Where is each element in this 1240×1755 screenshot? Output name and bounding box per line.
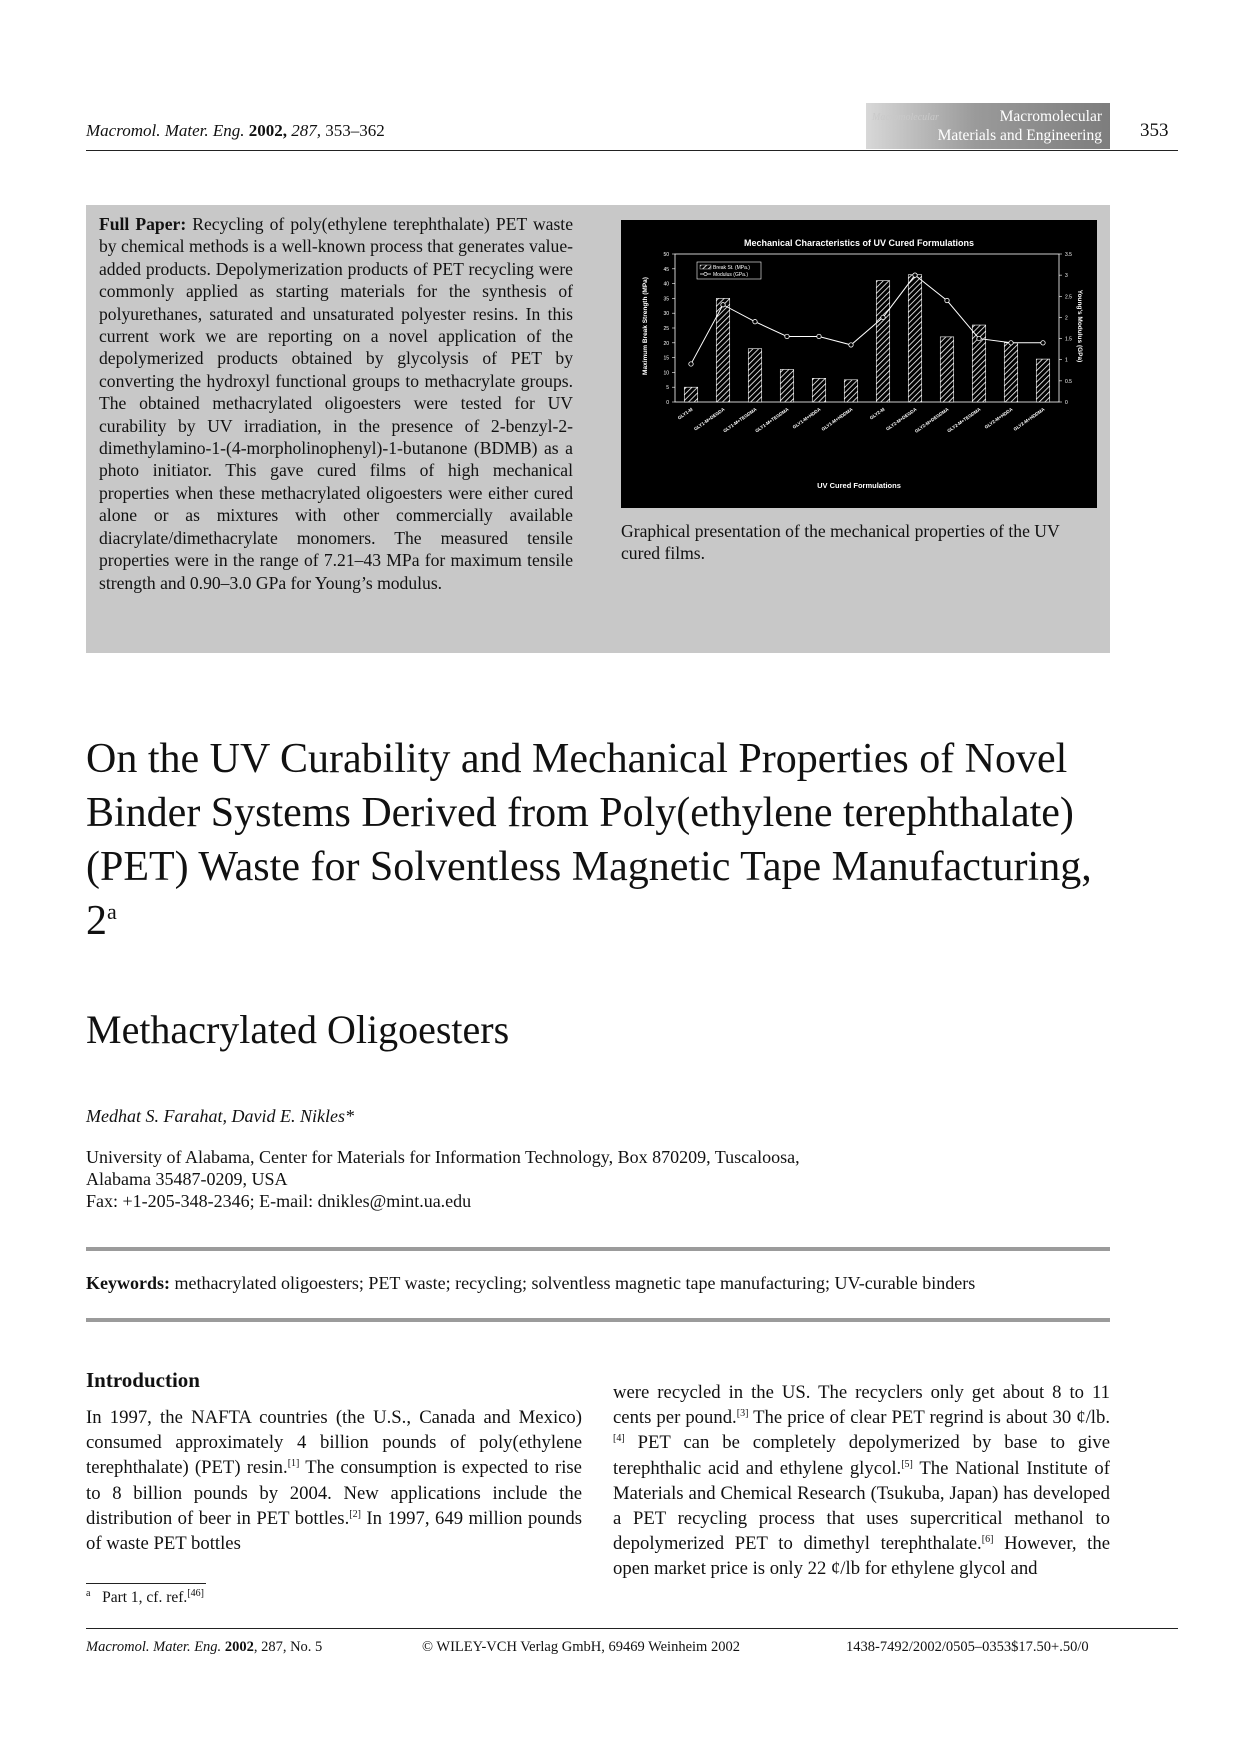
x-tick-label-5: GLY1-M+HDDMA <box>820 406 854 432</box>
keywords-text: methacrylated oligoesters; PET waste; recycling; solventless magnetic tape manufacturing; UV-curable binders <box>174 1273 976 1293</box>
journal-pages: 353–362 <box>325 121 385 140</box>
intro-text-4: were recycled in the US. The recyclers only get about 8 to 11 cents per pound. <box>613 1382 1110 1429</box>
x-tick-label-4: GLY1-M+HDDA <box>791 406 822 430</box>
journal-abbrev: Macromol. Mater. Eng. <box>86 121 245 140</box>
y-tick-label-2: 10 <box>663 370 669 377</box>
modulus-point-6 <box>881 315 885 319</box>
x-tick-label-7: GLY2-M+DEGDA <box>885 406 918 432</box>
footer-divider <box>86 1628 1178 1629</box>
x-tick-label-6: GLY2-M <box>868 406 886 421</box>
bar-break-strength-0 <box>684 387 697 402</box>
journal-volume: 287, <box>291 121 321 140</box>
abstract <box>99 213 573 594</box>
modulus-point-3 <box>785 334 789 338</box>
authors: Medhat S. Farahat, David E. Nikles* <box>86 1106 354 1126</box>
y-tick-label-6: 30 <box>663 311 669 318</box>
footnote-rule <box>86 1583 206 1584</box>
y2-tick-label-2: 1 <box>1065 357 1068 364</box>
footnote-citation: [46] <box>187 1587 204 1599</box>
modulus-point-11 <box>1041 341 1045 345</box>
chart-xlabel: UV Cured Formulations <box>817 481 901 490</box>
y2-tick-label-7: 3.5 <box>1065 252 1072 258</box>
bar-break-strength-6 <box>876 281 889 402</box>
running-head <box>86 121 385 141</box>
legend-swatch-break-strength <box>700 265 711 269</box>
header-divider <box>86 150 1178 151</box>
title-footnote-mark: a <box>107 899 117 924</box>
bar-break-strength-3 <box>780 369 793 402</box>
y2-tick-label-0: 0 <box>1065 400 1068 406</box>
x-tick-label-11: GLY2-M+HDDMA <box>1012 406 1046 432</box>
article-title <box>86 732 1116 948</box>
affiliation-line-3: Fax: +1-205-348-2346; E-mail: dnikles@mint.ua.edu <box>86 1191 472 1211</box>
legend-label-modulus: Modulus (GPa.) <box>713 272 749 278</box>
y-tick-label-10: 50 <box>663 252 669 258</box>
section-heading-introduction: Introduction <box>86 1368 200 1392</box>
y-tick-label-9: 45 <box>663 266 669 273</box>
keywords-rule-top <box>86 1247 1110 1251</box>
bar-break-strength-4 <box>812 378 825 402</box>
modulus-point-5 <box>849 343 853 347</box>
intro-text-5: The price of clear PET regrind is about 30 ¢/lb. <box>753 1407 1110 1429</box>
modulus-line <box>691 275 1043 364</box>
page-number: 353 <box>1140 120 1169 141</box>
logo-ghost-text: Macromolecular <box>872 112 939 123</box>
chart-title: Mechanical Characteristics of UV Cured Formulations <box>743 238 975 248</box>
bar-break-strength-2 <box>748 349 761 402</box>
modulus-point-0 <box>689 362 693 366</box>
y-tick-label-0: 0 <box>666 400 669 406</box>
y2-tick-label-4: 2 <box>1065 315 1068 322</box>
footnote-text: Part 1, cf. ref. <box>102 1589 188 1606</box>
affiliation-line-1: University of Alabama, Center for Materials for Information Technology, Box 870209, Tuscaloosa, <box>86 1147 800 1167</box>
x-tick-label-2: GLY1-M+TEGDMA <box>722 406 758 434</box>
bar-break-strength-10 <box>1004 343 1017 402</box>
logo-line-2: Materials and Engineering <box>937 127 1102 144</box>
citation-5: [5] <box>901 1458 913 1470</box>
keywords-label: Keywords: <box>86 1273 170 1293</box>
citation-1: [1] <box>287 1458 300 1470</box>
affiliation <box>86 1146 800 1212</box>
y2-tick-label-3: 1.5 <box>1065 336 1072 343</box>
body-column-right <box>613 1380 1110 1582</box>
y-tick-label-8: 40 <box>663 281 669 288</box>
logo-line-1: Macromolecular <box>999 108 1102 125</box>
modulus-point-8 <box>945 298 949 302</box>
bar-break-strength-5 <box>844 380 857 402</box>
footnote <box>86 1589 204 1607</box>
bar-break-strength-7 <box>908 275 921 402</box>
y2-tick-label-6: 3 <box>1065 273 1068 280</box>
keywords <box>86 1273 1146 1294</box>
footer-year: 2002 <box>224 1639 254 1655</box>
abstract-label: Full Paper: <box>99 214 187 234</box>
y-tick-label-5: 25 <box>663 326 669 332</box>
x-tick-label-0: GLY1-M <box>676 406 694 421</box>
abstract-body: Recycling of poly(ethylene terephthalate) PET waste by chemical methods is a well-known process that generates value-added products. Depolymerization products of PET recycling were commonly applied as starting materials for the synthesis of polyurethanes, saturated and unsaturated polyester resins. In this current work we are reporting on a novel application of the depolymerized products obtained by glycolysis of PET by converting the hydroxyl functional groups to methacrylate groups. The obtained methacrylated oligoesters were tested for UV curability by UV irradiation, in the presence of 2-benzyl-2-dimethylamino-1-(4-morpholinophenyl)-1-butanone (BDMB) as a photo initiator. This gave cured films of high mechanical properties when these methacrylated oligoesters were either cured alone or as mixtures with other commercially available diacrylate/dimethacrylate monomers. The measured tensile properties were in the range of 7.21–43 MPa for maximum tensile strength and 0.90–3.0 GPa for Young’s modulus. <box>99 214 573 593</box>
modulus-point-9 <box>977 336 981 340</box>
y2-tick-label-5: 2.5 <box>1065 294 1072 301</box>
y2-tick-label-1: 0.5 <box>1065 378 1072 385</box>
chart-legend <box>697 262 761 279</box>
x-tick-label-10: GLY2-M+HDDA <box>983 406 1014 430</box>
intro-text-3: In 1997, 649 million pounds of waste PET bottles <box>86 1507 582 1555</box>
intro-text-7: The National Institute of Materials and Chemical Research (Tsukuba, Japan) has developed a PET recycling process that uses supercritical methanol to depolymerized PET to dimethyl terephthalate. <box>613 1457 1110 1555</box>
footer-journal: Macromol. Mater. Eng. <box>86 1639 222 1655</box>
affiliation-line-2: Alabama 35487-0209, USA <box>86 1169 288 1189</box>
y-tick-label-7: 35 <box>663 296 669 303</box>
x-tick-label-9: GLY2-M+TEGDMA <box>946 406 982 434</box>
intro-text-1: In 1997, the NAFTA countries (the U.S., Canada and Mexico) consumed approximately 4 billion pounds of poly(ethylene terephthalate) (PET) resin. <box>86 1407 582 1479</box>
footer-issn: 1438-7492/2002/0505–0353$17.50+.50/0 <box>846 1639 1089 1655</box>
modulus-point-7 <box>913 273 917 277</box>
footer-volume: , 287, No. 5 <box>253 1639 323 1655</box>
citation-3: [3] <box>736 1407 749 1419</box>
intro-text-2: The consumption is expected to rise to 8 billion pounds by 2004. New applications include the distribution of beer in PET bottles. <box>86 1457 582 1529</box>
figure-caption: Graphical presentation of the mechanical properties of the UV cured films. <box>621 521 1060 563</box>
x-tick-label-8: GLY2-M+DEGDMA <box>913 406 950 434</box>
article-title-text: On the UV Curability and Mechanical Properties of Novel Binder Systems Derived from Poly(ethylene terephthalate) (PET) Waste for Solventless Magnetic Tape Manufacturing, 2 <box>86 736 1092 944</box>
modulus-point-2 <box>753 319 757 323</box>
bar-break-strength-11 <box>1036 359 1049 402</box>
intro-text-8: However, the open market price is only 22 ¢/lb for ethylene glycol and <box>613 1533 1110 1580</box>
footnote-mark: a <box>86 1587 91 1599</box>
bar-break-strength-8 <box>940 337 953 402</box>
citation-6: [6] <box>981 1533 994 1545</box>
footer-citation <box>86 1639 322 1656</box>
journal-year: 2002, <box>248 121 287 140</box>
keywords-rule-bottom <box>86 1318 1110 1322</box>
citation-2: [2] <box>349 1508 361 1520</box>
mechanical-properties-chart <box>621 220 1097 508</box>
toc-figure <box>621 220 1097 508</box>
x-tick-label-1: GLY1-M+DEGDA <box>693 406 726 432</box>
y-tick-label-1: 5 <box>666 385 669 392</box>
y-tick-label-4: 20 <box>663 340 669 347</box>
modulus-point-10 <box>1009 341 1013 345</box>
y-tick-label-3: 15 <box>663 355 669 362</box>
footer-copyright: © WILEY-VCH Verlag GmbH, 69469 Weinheim 2002 <box>422 1639 740 1655</box>
intro-text-6: PET can be completely depolymerized by base to give terephthalic acid and ethylene glycol. <box>613 1432 1111 1479</box>
body-column-left <box>86 1405 582 1556</box>
citation-4: [4] <box>613 1433 625 1445</box>
legend-label-break-strength: Break St. (MPa.) <box>713 265 750 271</box>
modulus-point-1 <box>721 303 725 307</box>
x-tick-label-3: GLY1-M+TEGDMA <box>754 406 790 434</box>
modulus-point-4 <box>817 334 821 338</box>
chart-ylabel-right: Young's Modulus (GPa) <box>1076 289 1083 363</box>
journal-logo <box>866 103 1110 149</box>
article-subtitle: Methacrylated Oligoesters <box>86 1007 510 1052</box>
chart-ylabel: Maximum Break Strength (MPa) <box>642 277 649 375</box>
